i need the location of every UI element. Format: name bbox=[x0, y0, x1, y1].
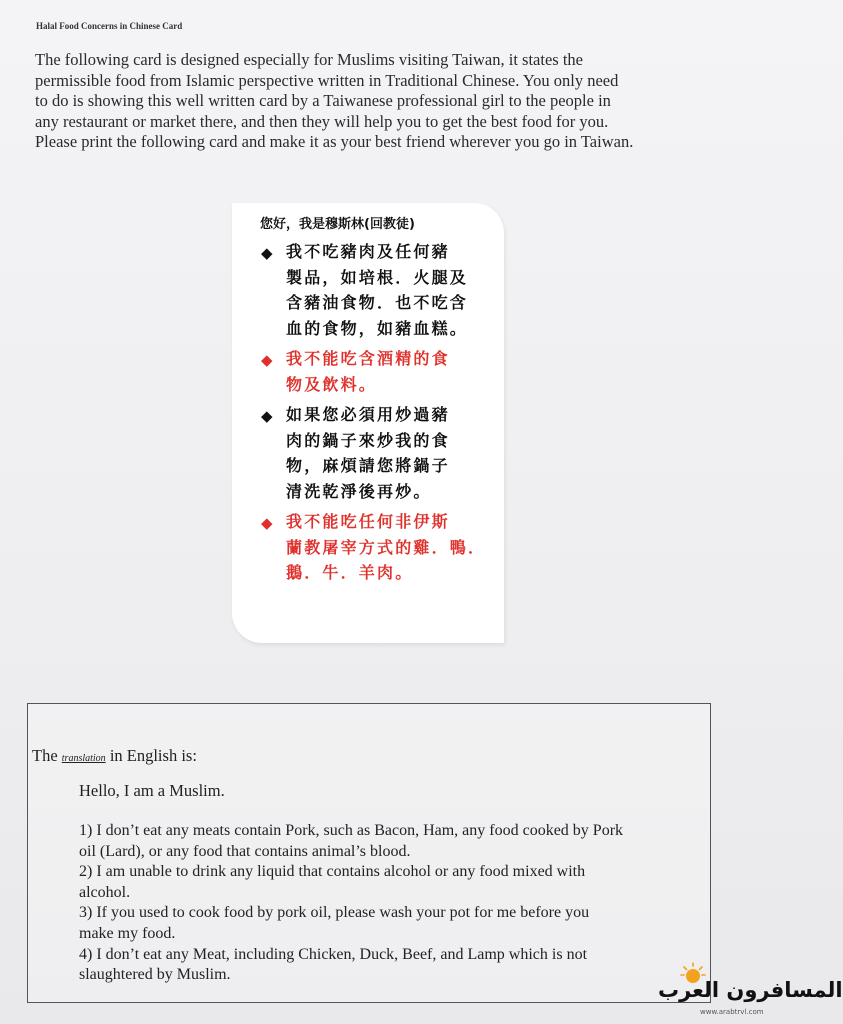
point-line: 2) I am unable to drink any liquid that contains alcohol or any food mixed with bbox=[79, 863, 586, 881]
card-item-line: 物，麻煩請您將鍋子 bbox=[286, 456, 450, 475]
point-line: slaughtered by Muslim. bbox=[79, 966, 231, 984]
translation-point bbox=[79, 945, 709, 986]
translation-point bbox=[79, 821, 709, 862]
diamond-bullet-icon: ◆ bbox=[261, 514, 273, 532]
diamond-bullet-icon: ◆ bbox=[261, 244, 273, 262]
card-item-halal-meat bbox=[258, 509, 490, 586]
point-line: 4) I don’t eat any Meat, including Chicken, Duck, Beef, and Lamp which is not bbox=[79, 945, 588, 963]
sun-icon bbox=[680, 962, 706, 978]
intro-line: permissible food from Islamic perspective written in Traditional Chinese. You only need bbox=[35, 70, 619, 90]
english-greeting: Hello, I am a Muslim. bbox=[79, 781, 225, 800]
card-greeting: 您好，我是穆斯林(回教徒) bbox=[260, 217, 415, 232]
intro-line: Please print the following card and make it as your best friend wherever you go in Taiwan. bbox=[35, 132, 634, 151]
intro-paragraph bbox=[35, 50, 725, 153]
translation-box bbox=[27, 703, 711, 1003]
intro-line: any restaurant or market there, and then they will help you to get the best food for you. bbox=[35, 111, 609, 131]
card-item-line: 清洗乾淨後再炒。 bbox=[286, 481, 432, 501]
page-title: Halal Food Concerns in Chinese Card bbox=[36, 21, 183, 31]
diamond-bullet-icon: ◆ bbox=[261, 407, 273, 425]
translation-points bbox=[79, 821, 709, 986]
card-item-line: 我不吃豬肉及任何豬 bbox=[286, 242, 450, 261]
watermark-logo bbox=[652, 962, 843, 1020]
watermark-url: www.arabtrvl.com bbox=[700, 1008, 764, 1016]
translation-link[interactable]: translation bbox=[61, 753, 106, 764]
translation-point bbox=[79, 903, 709, 944]
point-line: make my food. bbox=[79, 924, 176, 942]
card-item-line: 血的食物，如豬血糕。 bbox=[286, 318, 469, 338]
diamond-bullet-icon: ◆ bbox=[261, 351, 273, 369]
translation-heading bbox=[32, 746, 197, 766]
point-line: 1) I don’t eat any meats contain Pork, such as Bacon, Ham, any food cooked by Pork bbox=[79, 822, 624, 839]
card-item-line: 我不能吃任何非伊斯 bbox=[286, 512, 450, 531]
intro-line: to do is showing this well written card by a Taiwanese professional girl to the people in bbox=[35, 91, 611, 110]
point-line: alcohol. bbox=[79, 883, 131, 901]
card-item-line: 肉的鍋子來炒我的食 bbox=[286, 430, 450, 450]
translation-heading-suffix: in English is: bbox=[105, 746, 197, 765]
point-line: oil (Lard), or any food that contains animal’s blood. bbox=[79, 842, 411, 860]
point-line: 3) If you used to cook food by pork oil, please wash your pot for me before you bbox=[79, 904, 590, 922]
watermark-brand: المسافرون العرب bbox=[658, 978, 843, 1002]
halal-card bbox=[232, 203, 504, 643]
card-item-line: 蘭教屠宰方式的雞．鴨． bbox=[286, 537, 487, 557]
translation-point bbox=[79, 862, 709, 903]
card-item-line: 鵝．牛．羊肉。 bbox=[286, 563, 414, 582]
card-item-no-alcohol bbox=[258, 346, 490, 397]
intro-line: The following card is designed especially for Muslims visiting Taiwan, it states the bbox=[35, 50, 583, 69]
card-item-line: 物及飲料。 bbox=[286, 374, 378, 394]
card-item-line: 如果您必須用炒過豬 bbox=[286, 405, 450, 424]
card-item-line: 我不能吃含酒精的食 bbox=[286, 349, 450, 368]
card-item-no-pork bbox=[258, 239, 490, 341]
card-item-clean-pot bbox=[258, 402, 490, 504]
card-item-line: 含豬油食物．也不吃含 bbox=[286, 293, 469, 312]
translation-heading-prefix: The bbox=[32, 746, 62, 765]
card-item-line: 製品，如培根．火腿及 bbox=[286, 267, 469, 287]
